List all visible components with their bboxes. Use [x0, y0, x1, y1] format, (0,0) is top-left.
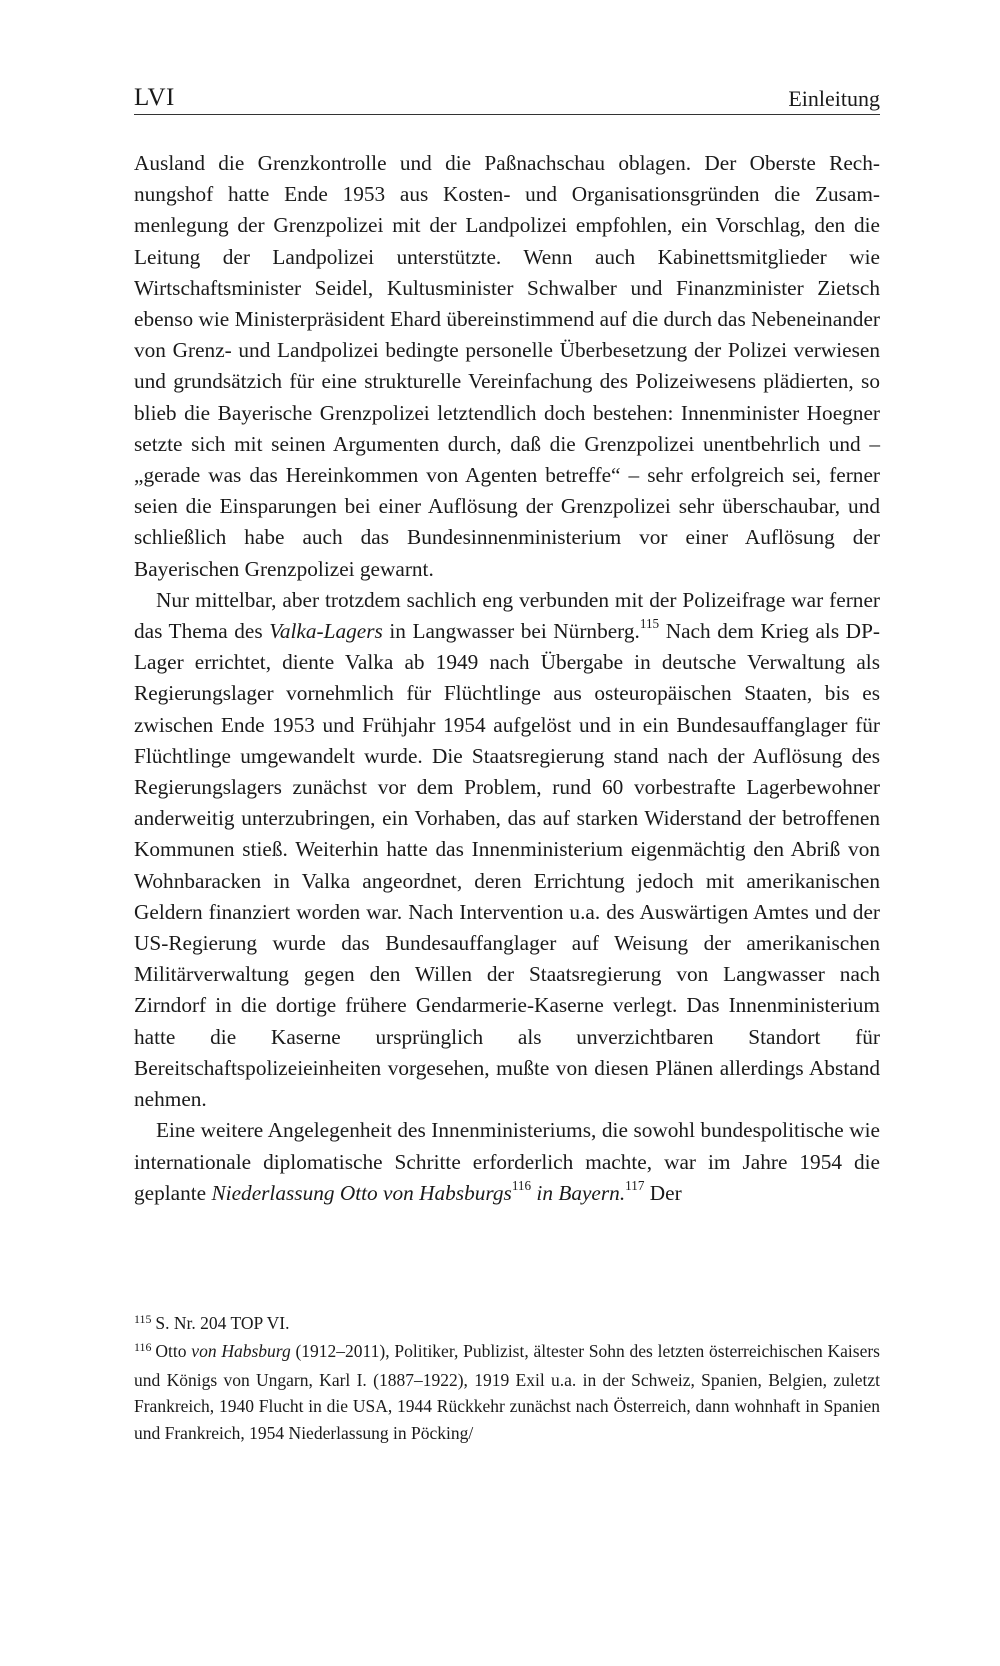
header-rule	[134, 114, 880, 115]
running-header	[134, 84, 880, 116]
paragraph-text: Ausland die Grenzkontrolle und die Paßnachschau oblagen. Der Oberste Rechnungshof hatte Ende 1953 aus Kosten- und Organisationsgründen die Zusammenlegung der Grenzpolizei mit der Landpolizei empfohlen, ein Vorschlag, den die Leitung der Landpolizei unterstützte. Wenn auch Kabinettsmitglieder wie Wirtschaftsminister Seidel, Kultusminister Schwalber und Finanzminister Zietsch ebenso wie Ministerpräsident Ehard übereinstimmend auf die durch das Nebeneinander von Grenz- und Landpolizei bedingte personelle Überbesetzung der Polizei verwiesen und grundsätzich für eine strukturelle Vereinfachung des Polizeiwesens plädierten, so blieb die Bayerische Grenzpolizei letztendlich doch bestehen: Innenminister Hoegner setzte sich mit seinen Argumenten durch, daß die Grenzpolizei unentbehrlich und – „gerade was das Hereinkommen von Agenten betreffe“ – sehr erfolgreich sei, ferner seien die Einsparungen bei einer Auflösung der Grenzpolizei sehr überschaubar, und schließlich habe auch das Bundesinnenministerium vor einer Auflösung der Bayerischen Grenzpolizei gewarnt.	[134, 151, 880, 581]
footnote-ref-117[interactable]: 117	[625, 1177, 645, 1193]
italic-term: in Bayern.	[531, 1180, 626, 1205]
footnote-text: (1912–2011), Politiker, Publizist, ältester Sohn des letzten österreichischen Kaisers und Königs von Ungarn, Karl I. (1887–1922), 1919 Exil u.a. in der Schweiz, Spanien, Belgien, zuletzt Frankreich, 1940 Flucht in die USA, 1944 Rückkehr zunächst nach Österreich, dann wohnhaft in Spanien und Frankreich, 1954 Niederlassung in Pöcking/	[134, 1341, 880, 1443]
paragraph-text: Nur mittelbar, aber trotzdem sachlich eng verbunden mit der Polizeifrage war ferner das Thema des	[134, 587, 880, 644]
paragraph-grenzpolizei	[134, 148, 880, 585]
italic-term: Valka-Lagers	[269, 619, 383, 644]
paragraph-text: Der	[644, 1180, 682, 1205]
footnote-number: 116	[134, 1340, 152, 1355]
footnote-116	[134, 1338, 880, 1446]
paragraph-valka-lager	[134, 585, 880, 1115]
footnote-number: 115	[134, 1312, 152, 1327]
footnote-115	[134, 1310, 880, 1338]
footnote-ref-116[interactable]: 116	[511, 1177, 532, 1193]
footnote-ref-115[interactable]: 115	[639, 615, 660, 631]
paragraph-text: Eine weitere Angelegenheit des Innenministeriums, die sowohl bundespolitische wie internationale diplomatische Schritte erforderlich machte, war im Jahre 1954 die geplante	[134, 1118, 880, 1205]
footnote-text: S. Nr. 204 TOP VI.	[155, 1313, 290, 1333]
paragraph-text: in Langwasser bei Nürnberg.	[382, 619, 640, 644]
footnote-text: Otto	[155, 1341, 192, 1362]
italic-term: Niederlassung Otto von Habsburgs	[211, 1180, 512, 1205]
running-title: Einleitung	[788, 86, 880, 111]
paragraph-text: Nach dem Krieg als DP-Lager errichtet, diente Valka ab 1949 nach Übergabe in deutsche Verwaltung als Regierungslager vornehmlich für Flüchtlinge aus osteuropäischen Staaten, bis es zwischen Ende 1953 und Frühjahr 1954 aufgelöst und in ein Bundesauffanglager für Flüchtlinge umgewandelt wurde. Die Staatsregierung stand nach der Auflösung des Regierungslagers zunächst vor dem Problem, rund 60 vorbestrafte Lagerbewohner anderweitig unterzubringen, ein Vorhaben, das auf starken Widerstand der betroffenen Kommunen stieß. Weiterhin hatte das Innenministerium eigenmächtig den Abriß von Wohnbaracken in Valka angeordnet, deren Errichtung jedoch mit amerikanischen Geldern finanziert worden war. Nach Intervention u.a. des Auswärtigen Amtes und der US-Regierung wurde das Bundesauffanglager auf Weisung der amerikanischen Militärverwaltung gegen den Willen der Staatsregierung von Langwasser nach Zirndorf in die dortige frühere Gendarmerie-Kaserne verlegt. Das Innenministerium hatte die Kaserne ursprünglich als unverzichtbaren Standort für Bereitschaftspolizeieinheiten vorgesehen, mußte von diesen Plänen allerdings Abstand nehmen.	[134, 619, 880, 1112]
page-number: LVI	[134, 84, 175, 111]
italic-name: von Habsburg	[191, 1341, 291, 1362]
footnotes	[134, 1310, 880, 1446]
paragraph-habsburg	[134, 1115, 880, 1209]
main-text	[134, 148, 880, 1209]
